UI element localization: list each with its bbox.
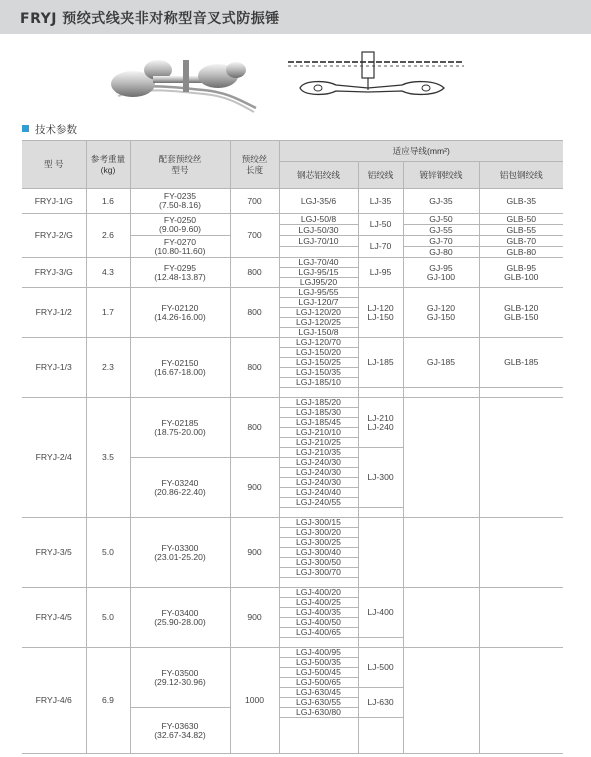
cell-acsr: LGJ-150/8 [279,328,358,338]
cell-model: FRYJ-2/4 [22,398,86,518]
title-bar [0,0,591,34]
cell-acsr: LGJ-500/45 [279,668,358,678]
cell-acs: GLB-70 [479,236,563,247]
cell-gs: GJ-35 [403,189,479,214]
cell-gs [403,648,479,754]
cell-rod-length: 700 [230,189,279,214]
cell-acs [479,388,563,398]
cell-acsr: LGJ-400/35 [279,608,358,618]
cell-gs: GJ-50 [403,214,479,225]
cell-rod-length: 1000 [230,648,279,754]
cell-acsr: LGJ-70/10 [279,236,358,247]
table-row [22,189,563,214]
cell-gs: GJ-55 [403,225,479,236]
cell-model: FRYJ-1/G [22,189,86,214]
table-body [22,189,563,754]
cell-acsr: LGJ-150/20 [279,348,358,358]
table-row [22,338,563,348]
table-row [22,398,563,408]
cell-gs: GJ-185 [403,338,479,388]
cell-acsr: LGJ-400/50 [279,618,358,628]
cell-gs: GJ-70 [403,236,479,247]
cell-acsr: LGJ-300/20 [279,528,358,538]
cell-rod-length: 900 [230,458,279,518]
cell-gs [403,398,479,518]
header-acsr: 钢芯铝绞线 [279,162,358,189]
cell-acsr [279,247,358,258]
cell-al [358,718,403,754]
header-gs: 镀锌钢绞线 [403,162,479,189]
cell-acsr: LGJ-120/7 [279,298,358,308]
cell-acsr: LGJ-500/35 [279,658,358,668]
cell-rod-length: 900 [230,588,279,648]
header-weight: 参考重量 (kg) [86,141,130,189]
cell-acsr: LGJ-185/10 [279,378,358,388]
cell-acsr: LGJ-240/30 [279,478,358,488]
cell-acsr: LGJ-120/20 [279,308,358,318]
cell-acsr: LGJ-300/70 [279,568,358,578]
cell-al: LJ-500 [358,648,403,688]
cell-weight: 5.0 [86,518,130,588]
cell-weight: 4.3 [86,258,130,288]
cell-acsr: LGJ-120/70 [279,338,358,348]
cell-acsr: LGJ-240/30 [279,468,358,478]
cell-acsr: LGJ-210/35 [279,448,358,458]
cell-model: FRYJ-2/G [22,214,86,258]
cell-rod-model: FY-03300 (23.01-25.20) [130,518,230,588]
cell-acsr: LGJ-50/30 [279,225,358,236]
cell-acsr: LGJ-210/25 [279,438,358,448]
cell-rod-model: FY-03500 (29.12-30.96) [130,648,230,708]
cell-model: FRYJ-4/6 [22,648,86,754]
cell-rod-model: FY-02185 (18.75-20.00) [130,398,230,458]
cell-al [358,508,403,518]
header-rod-model: 配套预绞丝 型号 [130,141,230,189]
cell-acsr: LGJ-150/35 [279,368,358,378]
cell-acsr: LGJ-240/30 [279,458,358,468]
cell-acsr: LGJ-185/45 [279,418,358,428]
cell-al: LJ-50 [358,214,403,236]
cell-model: FRYJ-1/2 [22,288,86,338]
cell-acsr [279,508,358,518]
cell-al: LJ-210 LJ-240 [358,398,403,448]
cell-gs [403,588,479,648]
cell-acs: GLB-185 [479,338,563,388]
cell-weight: 3.5 [86,398,130,518]
cell-al: LJ-120 LJ-150 [358,288,403,338]
cell-rod-model: FY-03400 (25.90-28.00) [130,588,230,648]
cell-acsr: LGJ-630/80 [279,708,358,718]
page-title: FRYJ 预绞式线夹非对称型音叉式防振锤 [20,11,280,27]
cell-acsr: LGJ-630/55 [279,698,358,708]
cell-acs: GLB-35 [479,189,563,214]
cell-acsr: LGJ-630/45 [279,688,358,698]
cell-al: LJ-35 [358,189,403,214]
cell-acs: GLB-50 [479,214,563,225]
bullet-square-icon [22,125,29,132]
cell-al: LJ-630 [358,688,403,718]
cell-acsr: LGJ-300/15 [279,518,358,528]
spec-table [22,140,563,754]
product-photo [108,52,258,114]
cell-acsr: LGJ95/20 [279,278,358,288]
cell-acsr: LGJ-120/25 [279,318,358,328]
cell-acsr: LGJ-95/55 [279,288,358,298]
cell-acsr: LGJ-300/25 [279,538,358,548]
cell-weight: 5.0 [86,588,130,648]
cell-acsr: LGJ-240/40 [279,488,358,498]
cell-al: LJ-185 [358,338,403,388]
cell-acs: GLB-95 GLB-100 [479,258,563,288]
cell-acsr: LGJ-240/55 [279,498,358,508]
table-row [22,214,563,225]
cell-rod-length: 800 [230,288,279,338]
cell-gs [403,388,479,398]
cell-acs: GLB-55 [479,225,563,236]
header-model: 型 号 [22,141,86,189]
cell-model: FRYJ-3/G [22,258,86,288]
cell-model: FRYJ-4/5 [22,588,86,648]
cell-acsr: LGJ-185/20 [279,398,358,408]
cell-al: LJ-400 [358,588,403,638]
cell-rod-model: FY-0270 (10.80-11.60) [130,236,230,258]
section-label: 技术参数 [35,124,77,136]
table-row [22,258,563,268]
cell-al: LJ-70 [358,236,403,258]
header-al: 铝绞线 [358,162,403,189]
cell-al [358,388,403,398]
table-row [22,518,563,528]
header-acs: 铝包钢绞线 [479,162,563,189]
cell-acsr: LGJ-500/65 [279,678,358,688]
cell-acsr: LGJ-35/6 [279,189,358,214]
cell-rod-length: 800 [230,398,279,458]
cell-weight: 2.6 [86,214,130,258]
cell-acs [479,518,563,588]
cell-acs: GLB-120 GLB-150 [479,288,563,338]
cell-model: FRYJ-3/5 [22,518,86,588]
cell-rod-model: FY-02120 (14.26-16.00) [130,288,230,338]
cell-al: LJ-300 [358,448,403,508]
cell-rod-length: 700 [230,214,279,258]
cell-acsr [279,388,358,398]
cell-acsr: LGJ-400/25 [279,598,358,608]
cell-gs [403,518,479,588]
cell-al [358,518,403,588]
cell-weight: 2.3 [86,338,130,398]
cell-acs: GLB-80 [479,247,563,258]
cell-rod-model: FY-0250 (9.00-9.60) [130,214,230,236]
cell-acsr: LGJ-400/20 [279,588,358,598]
section-heading [22,122,77,137]
cell-acsr: LGJ-400/95 [279,648,358,658]
cell-acsr: LGJ-185/30 [279,408,358,418]
cell-weight: 6.9 [86,648,130,754]
cell-acsr: LGJ-95/15 [279,268,358,278]
cell-acsr: LGJ-150/25 [279,358,358,368]
cell-gs: GJ-120 GJ-150 [403,288,479,338]
cell-acsr: LGJ-300/50 [279,558,358,568]
cell-acs [479,648,563,754]
cell-acsr [279,578,358,588]
cell-model: FRYJ-1/3 [22,338,86,398]
product-drawing [286,48,466,106]
table-row [22,648,563,658]
cell-acsr [279,638,358,648]
cell-rod-length: 900 [230,518,279,588]
cell-rod-model: FY-0235 (7.50-8.16) [130,189,230,214]
cell-rod-model: FY-0295 (12.48-13.87) [130,258,230,288]
cell-rod-model: FY-03240 (20.86-22.40) [130,458,230,518]
cell-rod-model: FY-02150 (16.67-18.00) [130,338,230,398]
table-row [22,588,563,598]
cell-al: LJ-95 [358,258,403,288]
cell-acsr: LGJ-210/10 [279,428,358,438]
cell-acs [479,398,563,518]
cell-acsr: LGJ-400/65 [279,628,358,638]
cell-rod-length: 800 [230,258,279,288]
cell-al [358,638,403,648]
cell-rod-model: FY-03630 (32.67-34.82) [130,708,230,754]
cell-gs: GJ-80 [403,247,479,258]
cell-acsr [279,718,358,754]
cell-acsr: LGJ-300/40 [279,548,358,558]
table-header [22,141,563,189]
cell-acsr: LGJ-50/8 [279,214,358,225]
header-conductor: 适应导线(mm²) [279,141,563,162]
cell-rod-length: 800 [230,338,279,398]
cell-gs: GJ-95 GJ-100 [403,258,479,288]
cell-acs [479,588,563,648]
cell-weight: 1.7 [86,288,130,338]
cell-weight: 1.6 [86,189,130,214]
cell-acsr: LGJ-70/40 [279,258,358,268]
header-rod-length: 预绞丝 长度 [230,141,279,189]
table-row [22,288,563,298]
